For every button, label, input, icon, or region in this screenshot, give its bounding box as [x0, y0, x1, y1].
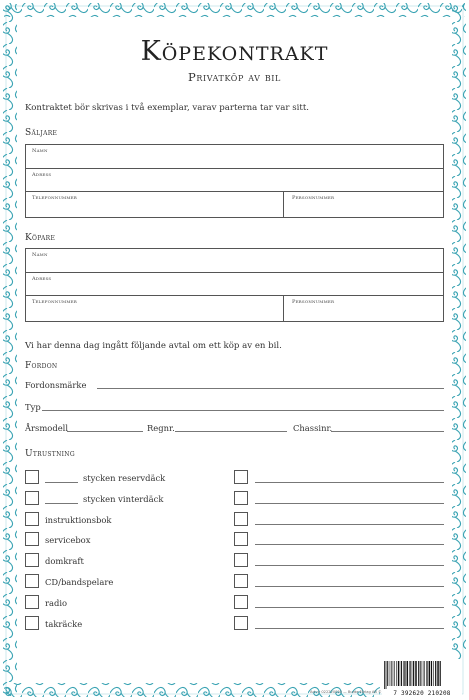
barcode-bar: [413, 661, 414, 686]
buyer-phone-label: Telefonnummer: [32, 299, 77, 305]
equipment-checkbox-extra[interactable]: [234, 616, 248, 630]
barcode-bar: [403, 661, 404, 686]
equipment-item-label: servicebox: [45, 535, 91, 545]
vehicle-make-row: [25, 378, 444, 392]
barcode-bar: [423, 661, 424, 686]
seller-name-label: Namn: [32, 148, 48, 154]
equipment-item-label: domkraft: [45, 556, 84, 566]
barcode-bars: [382, 661, 462, 689]
vehicle-chassis-label: Chassinr.: [293, 423, 333, 433]
vehicle-make-line[interactable]: [97, 388, 444, 389]
barcode-bar: [407, 661, 409, 686]
equipment-checkbox[interactable]: [25, 491, 39, 505]
barcode-bar: [437, 661, 439, 686]
barcode-bar: [409, 661, 410, 686]
vehicle-reg-label: Regnr.: [147, 423, 175, 433]
buyer-box: [25, 248, 444, 322]
equipment-checkbox-extra[interactable]: [234, 491, 248, 505]
seller-id-field[interactable]: [283, 192, 335, 217]
seller-contact-row: [26, 192, 443, 217]
seller-heading: Säljare: [25, 128, 58, 138]
barcode-bar: [393, 661, 394, 686]
buyer-address-field[interactable]: [26, 273, 443, 296]
barcode-bar: [424, 661, 425, 686]
barcode-bar: [398, 661, 400, 686]
equipment-extra-line[interactable]: [255, 482, 444, 483]
buyer-id-label: Personnummer: [292, 299, 335, 305]
document-title: Köpekontrakt: [140, 36, 329, 67]
seller-address-label: Adress: [32, 172, 52, 178]
buyer-address-label: Adress: [32, 276, 52, 282]
equipment-checkbox[interactable]: [25, 470, 39, 484]
seller-address-field[interactable]: [26, 169, 443, 192]
vehicle-type-label: Typ: [25, 402, 41, 412]
equipment-checkbox[interactable]: [25, 553, 39, 567]
equipment-checkbox-extra[interactable]: [234, 512, 248, 526]
equipment-checkbox[interactable]: [25, 512, 39, 526]
equipment-item-label: takräcke: [45, 619, 83, 629]
barcode-bar: [435, 661, 436, 686]
barcode-bar: [440, 661, 441, 686]
barcode-bar: [418, 661, 419, 686]
buyer-id-field[interactable]: [283, 296, 335, 321]
equipment-quantity-line[interactable]: [45, 503, 78, 504]
equipment-item-label: stycken vinterdäck: [83, 494, 164, 504]
document-subtitle: Privatköp av bil: [188, 70, 281, 84]
equipment-item-label: instruktionsbok: [45, 515, 112, 525]
equipment-extra-line[interactable]: [255, 524, 444, 525]
vehicle-heading: Fordon: [25, 361, 58, 371]
equipment-checkbox-extra[interactable]: [234, 574, 248, 588]
intro-text: Kontraktet bör skrivas i två exemplar, varav parterna tar var sitt.: [25, 103, 310, 113]
equipment-checkbox-extra[interactable]: [234, 595, 248, 609]
barcode-bar: [426, 661, 427, 686]
seller-id-label: Personnummer: [292, 195, 335, 201]
equipment-checkbox[interactable]: [25, 574, 39, 588]
seller-box: [25, 144, 444, 218]
vehicle-type-row: [25, 400, 444, 414]
equipment-extra-line[interactable]: [255, 586, 444, 587]
equipment-checkbox-extra[interactable]: [234, 470, 248, 484]
vehicle-details-row: [25, 421, 444, 435]
equipment-item-label: stycken reservdäck: [83, 473, 166, 483]
equipment-item-label: CD/bandspelare: [45, 577, 114, 587]
barcode-bar: [387, 661, 388, 686]
barcode-bar: [390, 661, 391, 686]
seller-name-field[interactable]: [26, 145, 443, 169]
equipment-heading: Utrustning: [25, 449, 75, 459]
barcode-bar: [431, 661, 432, 686]
buyer-heading: Köpare: [25, 233, 56, 243]
equipment-checkbox[interactable]: [25, 532, 39, 546]
equipment-extra-line[interactable]: [255, 628, 444, 629]
equipment-item-label: radio: [45, 598, 68, 608]
vehicle-type-line[interactable]: [42, 410, 444, 411]
equipment-checkbox[interactable]: [25, 616, 39, 630]
equipment-checkbox[interactable]: [25, 595, 39, 609]
equipment-checkbox-extra[interactable]: [234, 553, 248, 567]
barcode-bar: [391, 661, 392, 686]
equipment-extra-line[interactable]: [255, 544, 444, 545]
barcode-bar: [429, 661, 431, 686]
barcode-bar: [404, 661, 405, 686]
vehicle-make-label: Fordonsmärke: [25, 380, 87, 390]
agreement-sentence: Vi har denna dag ingått följande avtal om ett köp av en bil.: [25, 341, 282, 351]
equipment-extra-line[interactable]: [255, 565, 444, 566]
equipment-extra-line[interactable]: [255, 503, 444, 504]
barcode-bar: [415, 661, 417, 686]
equipment-extra-line[interactable]: [255, 607, 444, 608]
article-number: Art nr 022220030 — Burde Förlag AB ©: [310, 690, 382, 694]
barcode-bar: [412, 661, 413, 686]
vehicle-year-line[interactable]: [67, 431, 143, 432]
equipment-quantity-line[interactable]: [45, 482, 78, 483]
barcode: [382, 661, 462, 697]
barcode-bar: [384, 661, 385, 689]
barcode-bar: [394, 661, 395, 686]
seller-phone-label: Telefonnummer: [32, 195, 77, 201]
equipment-checkbox-extra[interactable]: [234, 532, 248, 546]
vehicle-year-label: Årsmodell: [25, 423, 69, 433]
buyer-contact-row: [26, 296, 443, 321]
barcode-bar: [396, 661, 397, 686]
vehicle-reg-line[interactable]: [175, 431, 287, 432]
barcode-bar: [401, 661, 402, 686]
barcode-bar: [386, 661, 387, 689]
vehicle-chassis-line[interactable]: [331, 431, 444, 432]
barcode-bar: [433, 661, 434, 686]
barcode-number: 7 392620 210208: [393, 690, 451, 697]
buyer-name-label: Namn: [32, 252, 48, 258]
barcode-bar: [420, 661, 421, 686]
buyer-name-field[interactable]: [26, 249, 443, 273]
